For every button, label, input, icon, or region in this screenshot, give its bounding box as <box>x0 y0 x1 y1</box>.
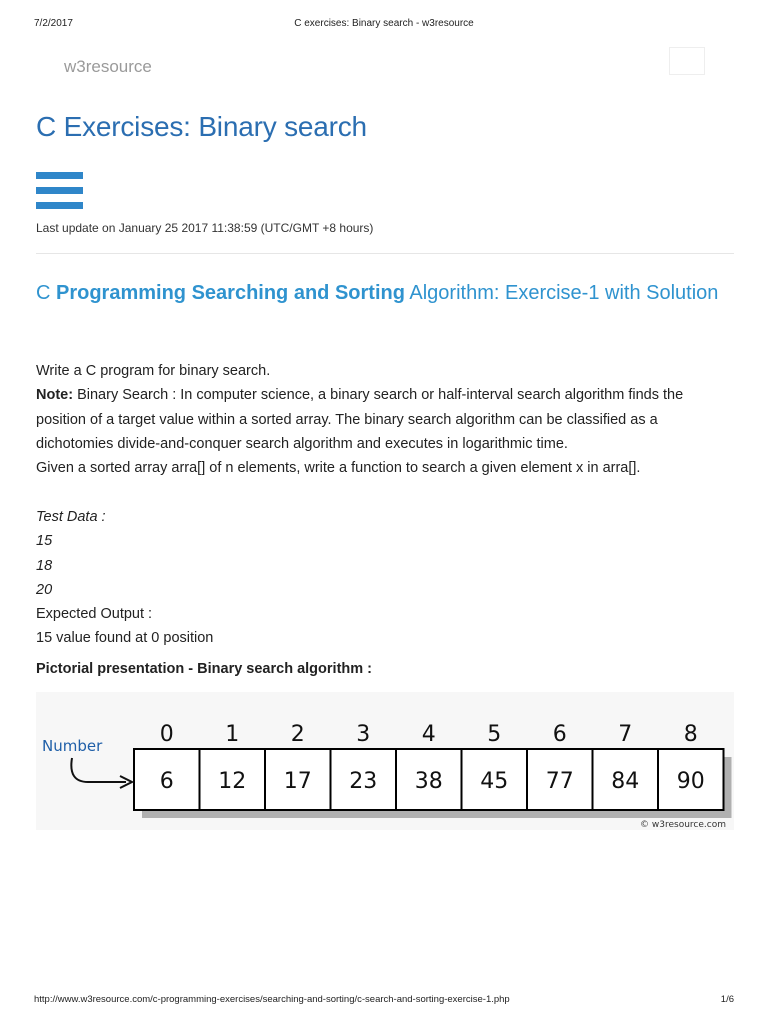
site-logo[interactable]: w3resource <box>64 57 152 76</box>
array-index: 3 <box>356 722 371 747</box>
pictorial-heading: Pictorial presentation - Binary search algorithm : <box>36 661 372 677</box>
test-data-value: 18 <box>36 557 53 574</box>
array-index: 6 <box>552 722 567 747</box>
print-header <box>34 18 734 32</box>
array-index: 0 <box>159 722 174 747</box>
exercise-given: Given a sorted array arra[] of n elements, write a function to search a given element x in arra[]. <box>36 460 641 477</box>
print-page-number: 1/6 <box>720 994 734 1005</box>
array-index: 7 <box>618 722 633 747</box>
binary-search-figure <box>36 692 734 830</box>
print-page-title: C exercises: Binary search - w3resource <box>294 18 474 29</box>
array-value: 23 <box>349 769 378 794</box>
copyright-text: © w3resource.com <box>640 820 726 830</box>
array-value: 6 <box>159 769 174 794</box>
array-value: 12 <box>218 769 247 794</box>
header-placeholder-box <box>669 47 705 75</box>
exercise-note <box>36 383 736 456</box>
last-update-text: Last update on January 25 2017 11:38:59 (UTC/GMT +8 hours) <box>36 221 374 235</box>
test-data-label: Test Data : <box>36 509 106 525</box>
expected-output-value: 15 value found at 0 position <box>36 630 214 647</box>
array-index: 5 <box>487 722 502 747</box>
array-index: 8 <box>683 722 698 747</box>
divider <box>36 253 734 254</box>
menu-bar <box>36 187 83 194</box>
exercise-description <box>36 359 736 480</box>
note-label: Note: <box>36 387 74 404</box>
hamburger-menu-icon[interactable] <box>36 172 83 210</box>
menu-bar <box>36 202 83 209</box>
print-url: http://www.w3resource.com/c-programming-exercises/searching-and-sorting/c-search-and-sorting-exercise-1.php <box>34 994 510 1005</box>
exercise-title-prefix: C <box>36 282 56 304</box>
exercise-question: Write a C program for binary search. <box>36 363 271 379</box>
page-title: C Exercises: Binary search <box>36 111 367 142</box>
note-text: Binary Search : In computer science, a binary search or half-interval search algorithm finds the position of a target value within a sorted array. The binary search algorithm can be classified as a dichotomies divide-and-conquer search algorithm and executes in logarithmic time. <box>36 387 684 452</box>
array-value: 90 <box>676 769 705 794</box>
array-value: 77 <box>545 769 574 794</box>
print-footer <box>34 994 734 1008</box>
print-date: 7/2/2017 <box>34 18 73 29</box>
array-value: 45 <box>480 769 509 794</box>
exercise-title-suffix: Algorithm: Exercise-1 with Solution <box>404 282 719 304</box>
test-data-block <box>36 505 736 651</box>
array-value: 84 <box>611 769 640 794</box>
array-value: 38 <box>414 769 443 794</box>
array-value: 17 <box>283 769 312 794</box>
menu-bar <box>36 172 83 179</box>
test-data-value: 20 <box>36 581 53 598</box>
arrow-icon <box>71 758 126 782</box>
exercise-category-link[interactable]: Programming Searching and Sorting <box>56 282 405 304</box>
exercise-title <box>36 276 736 310</box>
array-index: 2 <box>290 722 305 747</box>
expected-output-label: Expected Output : <box>36 606 153 623</box>
array-index: 4 <box>421 722 436 747</box>
test-data-value: 15 <box>36 533 53 550</box>
array-index: 1 <box>225 722 240 747</box>
array-diagram <box>36 692 734 830</box>
number-label: Number <box>42 737 103 755</box>
